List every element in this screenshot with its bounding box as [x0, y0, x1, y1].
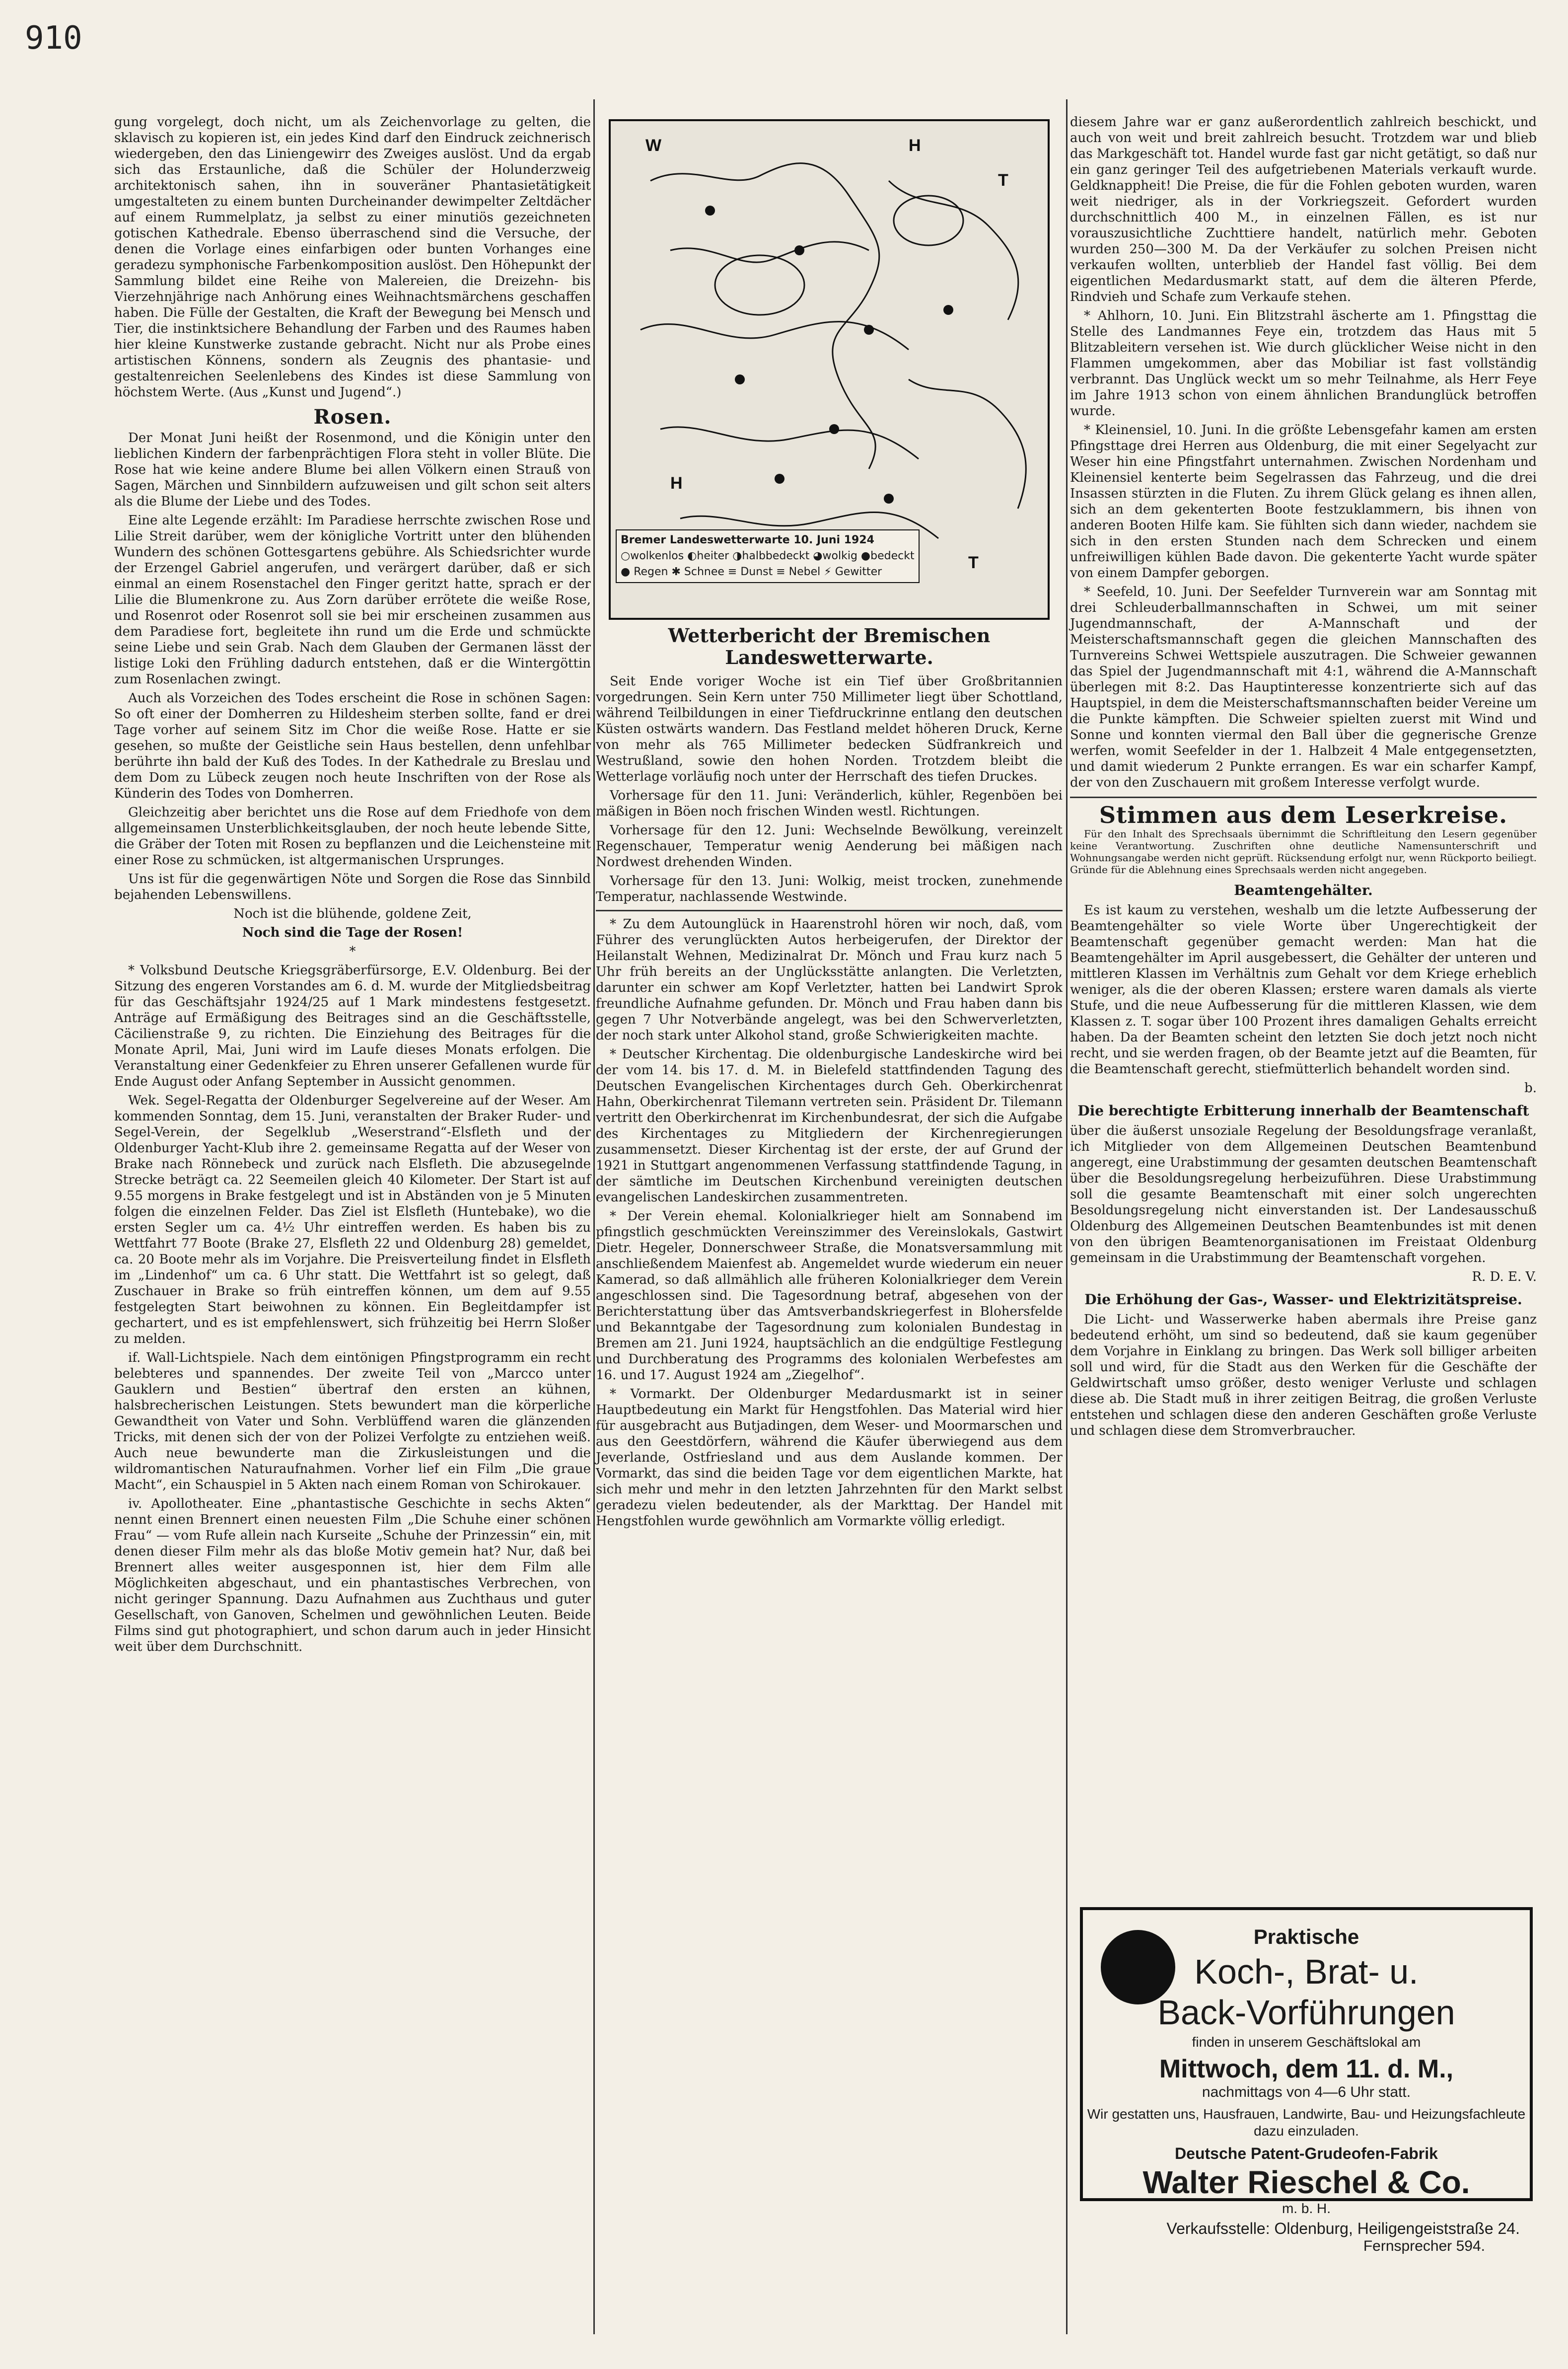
- rosen-paragraph: Auch als Vorzeichen des Todes erscheint die Rose in schönen Sagen: So oft einer der Domherren zu Hildesheim sterben sollte, fand er drei Tage vorher auf seinem Sitz im Chor die weiße Rose. Hatte er sie gesehen, so mußte der Geistliche sein Haus bestellen, denn unfehlbar berührte ihn bald der Kuß des Todes. In der Kathedrale zu Breslau und dem Dom zu Lübeck zeugen noch heute Inschriften von der Rose als Künderin des Todes von Domherren.: [114, 691, 591, 801]
- column-rule: [593, 99, 595, 2334]
- article-seefeld: * Seefeld, 10. Juni. Der Seefelder Turnverein war am Sonntag mit drei Schleuderballmannschaften in Schwei, um mit seiner Jugendmannschaft, der A-Mannschaft und der Meisterschaftsmannschaft gegen die gleichen Mannschaften des Turnvereins Schwei Wettspiele auszutragen. Die Schweier gewannen das Spiel der Jugendmannschaft mit 4:1, während die A-Mannschaft überlegen mit 8:2. Das Hauptinteresse konzentrierte sich auf das Hauptspiel, in dem die Meisterschaftsmannschaften beider Vereine um die Punkte kämpften. Die Schweier spielten zuerst mit Wind und Sonne und konnten viermal den Ball über die gegnerische Grenze werfen, womit Seefelder in der 1. Halbzeit 4 Male entgegensetzten, und damit wiederum 2 Punkte errangen. Es war ein scharfer Kampf, der von den Zuschauern mit großem Interesse verfolgt wurde.: [1070, 585, 1537, 790]
- company-logo: [1101, 1930, 1175, 2004]
- ad-line: Mittwoch, dem 11. d. M.,: [1159, 2055, 1454, 2083]
- verse-line: Noch sind die Tage der Rosen!: [242, 925, 463, 940]
- column-rule: [1066, 99, 1068, 2334]
- svg-text:T: T: [968, 553, 979, 572]
- weather-map: [609, 119, 1050, 620]
- ad-line: Back-Vorführungen: [1157, 1993, 1455, 2032]
- svg-text:W: W: [645, 136, 662, 155]
- map-title: Bremer Landeswetterwarte: [621, 534, 790, 546]
- svg-text:H: H: [670, 474, 683, 493]
- article-autounglueck: * Zu dem Autounglück in Haarenstrohl hören wir noch, daß, vom Führer des verunglückten Autos herbeigerufen, der Direktor der Heilanstalt Wehnen, Medizinalrat Dr. Mönch und Frau kurz nach 5 Uhr früh bereits an der Unglücksstätte anlangten. Die Verletzten, darunter ein schwer am Kopf Verletzter, hatten bei Landwirt Sprok freundliche Aufnahme gefunden. Dr. Mönch und Frau haben dann bis gegen 7 Uhr Notverbände angelegt, was bei den Schwerverletzten, der noch stark unter Alkohol stand, große Schwierigkeiten machte.: [596, 917, 1063, 1043]
- ad-line: Koch-, Brat- u.: [1194, 1952, 1419, 1991]
- rosen-paragraph: Gleichzeitig aber berichtet uns die Rose auf dem Friedhofe von dem allgemeinsamen Unsterblichkeitsglauben, der noch heute lebende Sitte, die Gräber der Toten mit Rosen zu bepflanzen und die Leichensteine mit einer Rose zu schmücken, ist altgermanischen Ursprunges.: [114, 805, 591, 868]
- article-gaspreise: Die Licht- und Wasserwerke haben abermals ihre Preise ganz bedeutend erhöht, um sind so bedeutend, daß sie kaum gegenüber dem Vorjahre in Einklang zu bringen. Das Werk soll billiger arbeiten soll und wird, für die Stadt aus den Werken für die Geschäfte der Geldwirtschaft umso größer, desto weniger Verluste und schlagen diese ab. Die Stadt muß in ihrer zeitigen Beitrag, die großen Verluste entstehen und schlagen diese den anderen Geschäften große Verluste und schlagen diese dem Stromverbraucher.: [1070, 1312, 1537, 1438]
- column-1: [114, 114, 591, 1658]
- verse-line: Noch ist die blühende, goldene Zeit,: [233, 906, 472, 921]
- ad-line: Verkaufsstelle: Oldenburg, Heiligengeiststraße 24.: [1166, 2220, 1520, 2237]
- rosen-paragraph: Eine alte Legende erzählt: Im Paradiese herrschte zwischen Rose und Lilie Streit darüber, wem der königliche Vortritt unter den blühenden Wundern des schönen Gottesgartens gebühre. Als Schiedsrichter wurde der Erzengel Gabriel angerufen, und verärgert darüber, daß er sich einmal an einem Rosenstachel den Finger geritzt hatte, sprach er der Lilie die Blumenkrone zu. Aus Zorn darüber errötete die weiße Rose, und Rosenrot oder Rosenrot soll sie bei mir erscheinen zusammen aus dem Paradiese fort, begleitete ihn rund um die Erde und schmückte seine Liebe und sein Grab. Nach dem Glauben der Germanen lässt der listige Loki den Frühling dadurch entstehen, daß er die Wintergöttin zum Rosenlachen zwingt.: [114, 513, 591, 687]
- signature: R. D. E. V.: [1472, 1269, 1537, 1284]
- article-vormarkt-cont: diesem Jahre war er ganz außerordentlich zahlreich beschickt, und auch von weit und breit zahlreich besucht. Trotzdem war und blieb das Markgeschäft tot. Handel wurde fast gar nicht getätigt, so daß nur ein ganz geringer Teil des aufgetriebenen Materials verkauft wurde. Geldknappheit! Die Preise, die für die Fohlen geboten wurden, waren weit niedriger, als in der Vorkriegszeit. Gefordert wurden durchschnittlich 400 M., in einzelnen Fällen, es ist nur vorauszusichtliche Zuchttiere handelt, natürlich mehr. Geboten wurden 250—300 M. Da der Verkäufer zu solchen Preisen nicht verkaufen wollten, unterblieb der Handel fast völlig. Bei dem eigentlichen Medardusmarkt statt, auf dem die älteren Pferde, Rindvieh und Schafe zum Verkaufe stehen.: [1070, 115, 1537, 304]
- article-ahlhorn: * Ahlhorn, 10. Juni. Ein Blitzstrahl äscherte am 1. Pfingsttag die Stelle des Landmannes Feye ein, trotzdem das Haus mit 5 Blitzableitern versehen ist. Wie durch glücklicher Weise nicht in den Flammen umgekommen, aber das Mobiliar ist fast vollständig verbrannt. Das Unglück weckt um so mehr Teilnahme, als Herr Feye im Jahre 1913 schon von einem ähnlichen Brandunglück betroffen wurde.: [1070, 308, 1537, 419]
- rosen-paragraph: Uns ist für die gegenwärtigen Nöte und Sorgen die Rose das Sinnbild bejahenden Lebenswillens.: [114, 872, 591, 902]
- article-kolonialkrieger: * Der Verein ehemal. Kolonialkrieger hielt am Sonnabend im pfingstlich geschmückten Vereinszimmer des Vereinslokals, Gastwirt Dietr. Hegeler, Donnerschweer Straße, die Monatsversammlung mit anschließendem Maienfest ab. Angemeldet wurde wiederum ein neuer Kamerad, so daß allmählich alle früheren Kolonialkrieger dem Verein angeschlossen sind. Die Tagesordnung betraf, abgesehen von der Berichterstattung über das Amtsverbandskriegerfest in Blohersfelde und Bekanntgabe der Tagesordnung zum kolonialen Bundestag in Bremen am 21. Juni 1924, hauptsächlich an die endgültige Festlegung und Durchberatung des Programms des kolonialen Werbefestes am 16. und 17. August 1924 am „Ziegelhof“.: [596, 1209, 1063, 1383]
- forecast: Vorhersage für den 13. Juni: Wolkig, meist trocken, zunehmende Temperatur, nachlassende Westwinde.: [596, 874, 1063, 904]
- divider: [1070, 797, 1537, 798]
- divider: [596, 910, 1063, 911]
- separator: *: [349, 944, 356, 959]
- map-legend: [616, 529, 920, 583]
- ad-line: Walter Rieschel & Co.: [1142, 2164, 1470, 2200]
- article-kirchentag: * Deutscher Kirchentag. Die oldenburgische Landeskirche wird bei der vom 14. bis 17. d. M. in Bielefeld stattfindenden Tagung des Deutschen Evangelischen Kirchentages durch Geh. Oberkirchenrat Hahn, Oberkirchenrat Tilemann vertreten sein. Präsident Dr. Tilemann vertritt den Oberkirchenrat im Kirchenbundesrat, der sich die Aufgabe des Kirchentages zu Mitgliedern der Kirchenregierungen zusammensetzt. Dieser Kirchentag ist der erste, der auf Grund der 1921 in Stuttgart angenommenen Verfassung stattfindende Tagung, in der sämtliche im Deutschen Kirchenbund vereinigten deutschen evangelischen Landeskirchen zusammentreten.: [596, 1047, 1063, 1205]
- heading-beamtengehaelter: Beamtengehälter.: [1234, 882, 1373, 898]
- weather-report-text: Seit Ende voriger Woche ist ein Tief über Großbritannien vorgedrungen. Sein Kern unter 750 Millimeter liegt über Schottland, während Teilbildungen in einer Tiefdruckrinne entlang den deutschen Küsten ostwärts wandern. Das Festland meldet höheren Druck, Kerne von mehr als 765 Millimeter bedecken Südfrankreich und Westrußland, sowie den hohen Norden. Trotzdem bleibt die Wetterlage vorläufig noch unter der Herrschaft des tiefen Druckes.: [596, 674, 1063, 784]
- heading-gaspreise: Die Erhöhung der Gas-, Wasser- und Elektrizitätspreise.: [1084, 1291, 1522, 1308]
- advertisement: [1080, 1907, 1533, 2254]
- ad-line: Fernsprecher 594.: [1363, 2238, 1485, 2254]
- signature: b.: [1524, 1081, 1537, 1096]
- column-2: [596, 114, 1063, 1532]
- ad-line: finden in unserem Geschäftslokal am: [1192, 2034, 1421, 2050]
- heading-rosen: Rosen.: [313, 405, 392, 429]
- ad-line: nachmittags von 4—6 Uhr statt.: [1202, 2084, 1411, 2100]
- heading-erbitterung: Die berechtigte Erbitterung innerhalb der Beamtenschaft: [1077, 1103, 1529, 1119]
- article-apollotheater: iv. Apollotheater. Eine „phantastische Geschichte in sechs Akten“ nennt einen Brennert einen neuesten Film „Die Schuhe einer schönen Frau“ — vom Rufe allein nach Kurseite „Schuhe der Prinzessin“ ein, mit denen dieser Film mehr als das bloße Motiv gemein hat? Nur, daß bei Brennert alles weiter ausgesponnen ist, hier dem Film alle Möglichkeiten abgeschaut, und ein phantastisches Verbrechen, von nicht geringer Spannung. Dazu Aufnahmen aus Zuchthaus und guter Gesellschaft, von Ganoven, Schelmen und gewöhnlichen Leuten. Beide Films sind gut photographiert, und schon darum auch in jeder Hinsicht weit über dem Durchschnitt.: [114, 1496, 591, 1654]
- map-legend-row: ○wolkenlos ◐heiter ◑halbbedeckt ◕wolkig ●bedeckt: [621, 550, 915, 562]
- article-volksbund: * Volksbund Deutsche Kriegsgräberfürsorge, E.V. Oldenburg. Bei der Sitzung des engeren Vorstandes am 6. d. M. wurde der Mitgliedsbeitrag für das Geschäftsjahr 1924/25 auf 1 Mark mindestens festgesetzt. Anträge auf Ermäßigung des Beitrages sind an die Geschäftsstelle, Cäcilienstraße 9, zu richten. Die Einziehung des Beitrages für die Monate April, Mai, Juni wird im Laufe dieses Monats erfolgen. Die Veranstaltung einer Gedenkfeier zu Ehren unserer Gefallenen wurde für Ende August oder Anfang September in Aussicht genommen.: [114, 963, 591, 1089]
- column-3: [1070, 114, 1537, 1442]
- ad-line: m. b. H.: [1282, 2201, 1331, 2216]
- map-legend-row: ● Regen ✱ Schnee ≡ Dunst ≡ Nebel ⚡ Gewitter: [621, 566, 882, 578]
- ad-line: Praktische: [1253, 1925, 1359, 1948]
- ad-line: Deutsche Patent-Grudeofen-Fabrik: [1175, 2145, 1438, 2162]
- ad-line: Wir gestatten uns, Hausfrauen, Landwirte, Bau- und Heizungsfachleute dazu einzuladen.: [1087, 2106, 1526, 2139]
- heading-weather-report: Wetterbericht der Bremischen Landeswetterwarte.: [668, 624, 991, 668]
- article-vormarkt: * Vormarkt. Der Oldenburger Medardusmarkt ist in seiner Hauptbedeutung ein Markt für Hengstfohlen. Das Material wird hier für ausgebracht aus Butjadingen, dem Weser- und Moormarschen und aus den Geestdörfern, während die Käufer überwiegend aus dem Jeverlande, Ostfriesland und aus dem Auslande kommen. Der Vormarkt, das sind die beiden Tage vor dem eigentlichen Markte, hat sich mehr und mehr in den letzten Jahrzehnten für den Markt selbst geradezu vielen bedeutender, als der Markttag. Der Handel mit Hengstfohlen wurde gewöhnlich am Vormarkte völlig erledigt.: [596, 1387, 1063, 1529]
- article-kleinensiel: * Kleinensiel, 10. Juni. In die größte Lebensgefahr kamen am ersten Pfingsttage drei Herren aus Oldenburg, die mit einer Segelyacht zur Weser hin eine Pfingstfahrt unternahmen. Zwischen Nordenham und Kleinensiel kenterte beim Segelrassen das Fahrzeug, und die drei Insassen stürzten in die Fluten. Zu ihrem Glück gelang es ihnen allen, sich an dem gekenterten Boote festzuklammern, bis ihnen von anderen Booten Hilfe kam. Sie fühlten sich dann wieder, nachdem sie sich in den ersten Stunden nach dem Schrecken und einem unfreiwilligen kühlen Bade davon. Die gekenterte Yacht wurde später von einem Dampfer geborgen.: [1070, 423, 1537, 581]
- svg-text:H: H: [909, 136, 921, 155]
- page-number: 910: [25, 20, 82, 57]
- article-segel-regatta: Wek. Segel-Regatta der Oldenburger Segelvereine auf der Weser. Am kommenden Sonntag, dem 15. Juni, veranstalten der Braker Ruder- und Segel-Verein, der Segelklub „Weserstrand“-Elsfleth und der Oldenburger Yacht-Klub ihre 2. gemeinsame Regatta auf der Weser von Brake nach Rönnebeck und zurück nach Elsfleth. Die abzusegelnde Strecke beträgt ca. 22 Seemeilen gleich 40 Kilometer. Der Start ist auf 9.55 morgens in Brake festgelegt und ist in Abständen von je 5 Minuten folgen die einzelnen Felder. Das Ziel ist Elsfleth (Huntebake), wo die ersten Segler um ca. 4½ Uhr eintreffen werden. Es haben bis zu Wettfahrt 77 Boote (Brake 27, Elsfleth 22 und Oldenburg 28) gemeldet, ca. 20 Boote mehr als im Vorjahre. Die Preisverteilung findet in Elsfleth im „Lindenhof“ um ca. 6 Uhr statt. Die Wettfahrt ist so gelegt, daß Zuschauer in Brake so früh eintreffen können, um dem auf 9.55 festgelegten Start beiwohnen zu können. Ein Begleitdampfer ist gechartert, und es ist empfehlenswert, sich frühzeitig bei Herrn Sloßer zu melden.: [114, 1093, 591, 1346]
- article-beamtengehaelter: Es ist kaum zu verstehen, weshalb um die letzte Aufbesserung der Beamtengehälter so viele Worte über Ungerechtigkeit der Beamtenschaft gegenüber gemacht werden: Man hat die Beamtengehälter im April ausgebessert, die Gehälter der unteren und mittleren Klassen im Verhältnis zum Gehalt vor dem Kriege erheblich weniger, als die der oberen Klassen; erstere waren damals als vierte Stufe, und die neue Aufbesserung für die mittleren Klassen, wie dem Klassen z. T. sogar über 100 Prozent ihres damaligen Gehalts erreicht haben. Da der Beamten scheint den letzten Sie doch jetzt noch nicht recht, und sie werden fragen, ob der Beamte jetzt auf die Beamten, für die Beamtenschaft gerecht, stiefmütterlich behandelt worden sind.: [1070, 903, 1537, 1077]
- forecast: Vorhersage für den 12. Juni: Wechselnde Bewölkung, vereinzelt Regenschauer, Temperatur wenig Aenderung bei mäßigen nach Nordwest drehenden Winden.: [596, 823, 1063, 870]
- forecast: Vorhersage für den 11. Juni: Veränderlich, kühler, Regenböen bei mäßigen in Böen noch frischen Winden westl. Richtungen.: [596, 788, 1063, 819]
- article-erbitterung: über die äußerst unsoziale Regelung der Besoldungsfrage veranlaßt, ich Mitglieder von dem Allgemeinen Deutschen Beamtenbund angeregt, eine Urabstimmung der gesamten deutschen Beamtenschaft über die Besoldungsregelung herbeizuführen. Diese Urabstimmung soll die gesamte Beamtenschaft mit einer solch ungerechten Besoldungsregelung nicht einverstanden ist. Der Landesausschuß Oldenburg des Allgemeinen Deutschen Beamtenbundes ist mit denen von den übrigen Beamtenorganisationen im Freistaat Oldenburg gemeinsam in die Urabstimmung der Beamtenschaft vorgehen.: [1070, 1123, 1537, 1265]
- map-date: 10. Juni 1924: [793, 534, 874, 546]
- article-lichtspiele: if. Wall-Lichtspiele. Nach dem eintönigen Pfingstprogramm ein recht belebteres und spannendes. Der zweite Teil von „Marcco unter Gauklern und Bestien“ übertraf den ersten an kühnen, halsbrecherischen Leistungen. Stets bewundert man die körperliche Gewandtheit von Vater und Sohn. Verblüffend waren die glänzenden Tricks, mit denen sich der von der Polizei Verfolgte zu entziehen weiß. Auch neue bewunderte man die Zirkusleistungen und die wildromantischen Naturaufnahmen. Vorher lief ein Film „Die graue Macht“, ein Schauspiel in 5 Akten nach einem Roman von Schirokauer.: [114, 1350, 591, 1492]
- stimmen-note: Für den Inhalt des Sprechsaals übernimmt die Schriftleitung den Lesern gegenüber keine Verantwortung. Zuschriften ohne deutliche Namensunterschrift und Wohnungsangabe werden nicht geprüft. Rücksendung erfolgt nur, wenn Rückporto beiliegt. Gründe für die Ablehnung eines Sprechsaals werden nicht angegeben.: [1070, 828, 1537, 876]
- heading-stimmen: Stimmen aus dem Leserkreise.: [1099, 802, 1508, 828]
- rosen-paragraph: Der Monat Juni heißt der Rosenmond, und die Königin unter den lieblichen Kindern der farbenprächtigen Flora steht in voller Blüte. Die Rose hat wie keine andere Blume bei allen Völkern einen Strauß von Sagen, Märchen und Sinnbildern aufzuweisen und gilt schon seit alters als die Blume der Liebe und des Todes.: [114, 431, 591, 509]
- svg-text:T: T: [998, 171, 1008, 190]
- article-intro: gung vorgelegt, doch nicht, um als Zeichenvorlage zu gelten, die sklavisch zu kopieren ist, ein jedes Kind darf den Eindruck zeichnerisch wiedergeben, den das Liniengewirr des Zweiges auslöst. Und da ergab sich das Erstaunliche, daß die Schüler der Holunderzweig architektonisch sahen, ihn in souveräner Phantasietätigkeit umgestalteten zu einem bunten Durcheinander dewimpelter Zeltdächer auf einem Rummelplatz, ja selbst zu einer minutiös gezeichneten gotischen Kathedrale. Ebenso überraschend sind die Versuche, der denen die Vorlage eines einfarbigen oder bunten Vorhanges eine geradezu symphonische Farbenkomposition auslöst. Den Höhepunkt der Sammlung bildet eine Reihe von Malereien, die Dreizehn- bis Vierzehnjährige nach Anhörung eines Weihnachtsmärchens geschaffen haben. Die Fülle der Gestalten, die Kraft der Bewegung bei Mensch und Tier, die instinktsichere Behandlung der Farben und des Raumes haben hier kleine Kunstwerke zustande gebracht. Nicht nur als Probe eines artistischen Könnens, sondern als Zeugnis des phantasie- und gestaltenreichen Seelenlebens des Kindes ist diese Sammlung von höchstem Werte. (Aus „Kunst und Jugend“.): [114, 115, 591, 400]
